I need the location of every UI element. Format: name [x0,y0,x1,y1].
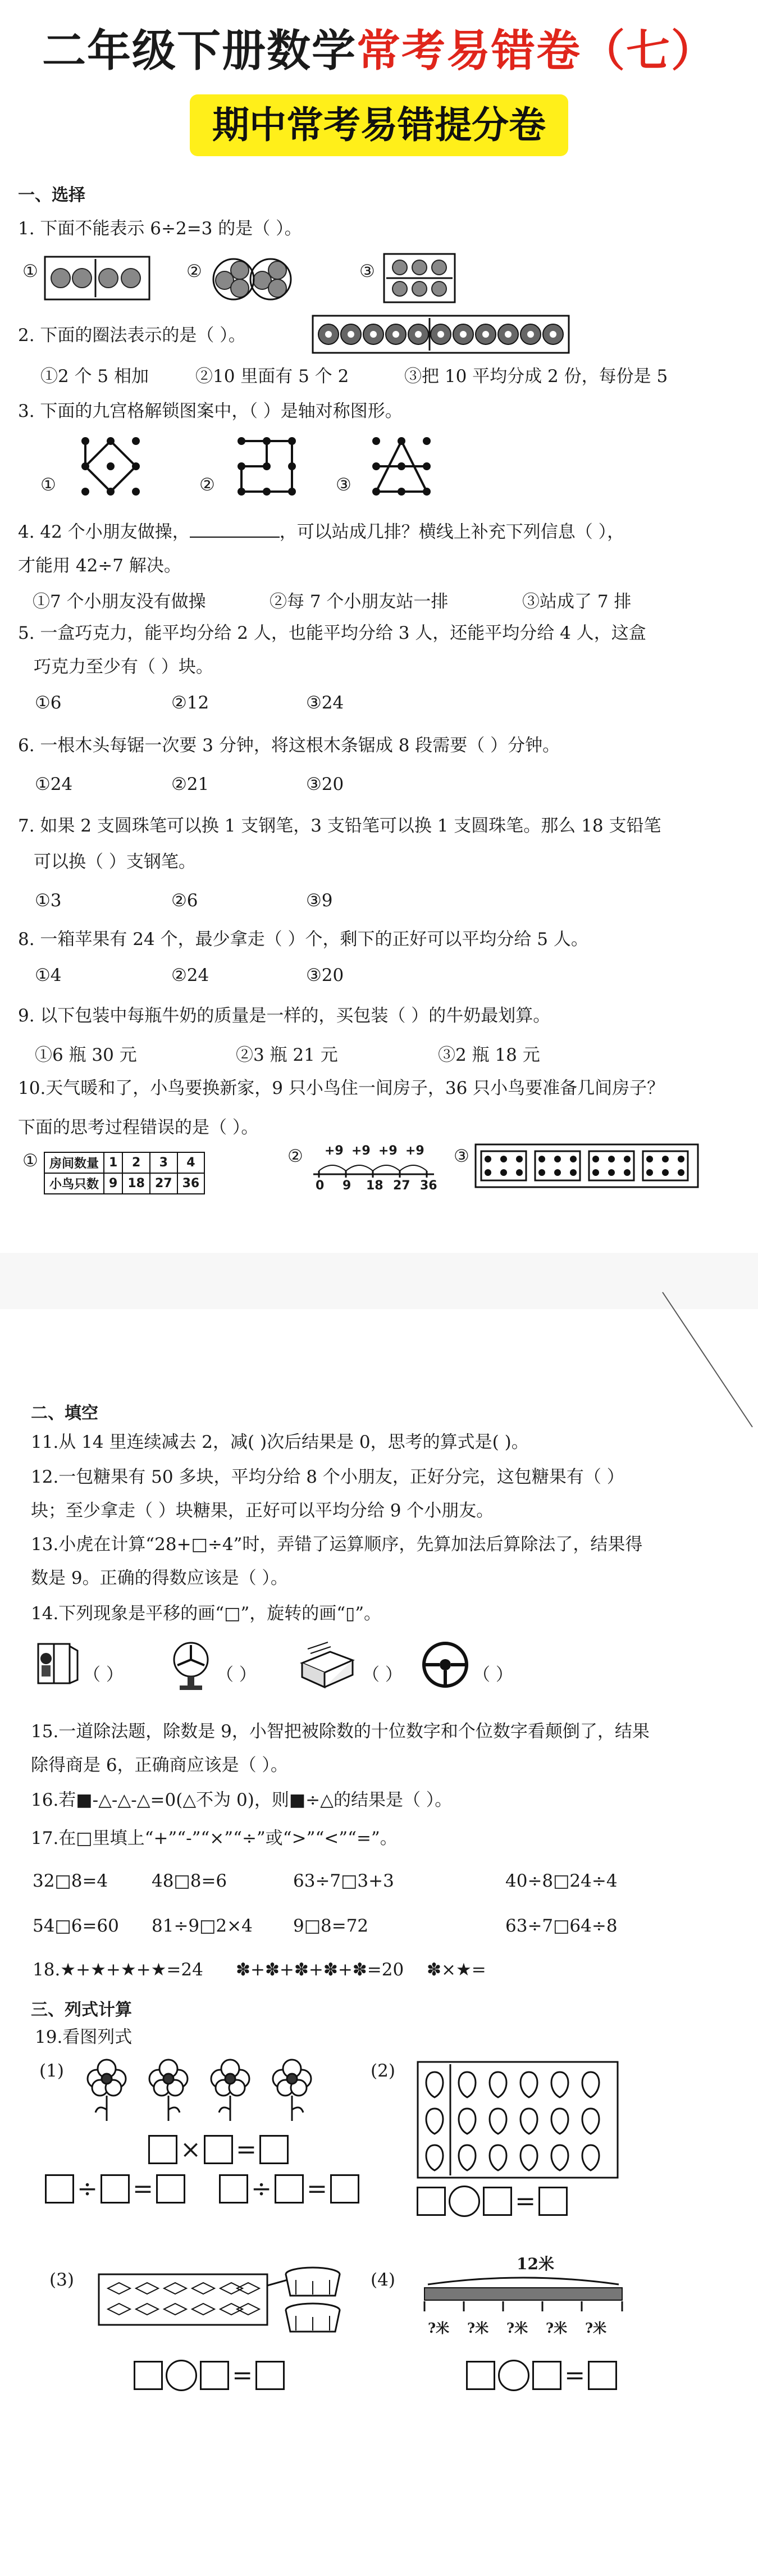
q14-text: 14.下列现象是平移的画“□”，旋转的画“▯”。 [31,1603,382,1624]
answer-box[interactable] [156,2174,185,2204]
ruler-part: ?米 [546,2320,568,2336]
q8-opt3: ③20 [306,965,344,985]
page-title [0,16,758,79]
q9-opt2: ②3 瓶 21 元 [236,1045,338,1065]
q6-opt2: ②21 [171,774,209,794]
operator-circle[interactable] [166,2360,197,2391]
ruler-part: ?米 [585,2320,607,2336]
q5-opt1: ①6 [35,693,62,713]
answer-box[interactable] [219,2174,248,2204]
table-cell: 房间数量 [44,1152,104,1173]
q1-opt2-figure [209,256,293,301]
q4-text-part3: 才能用 42÷7 解决。 [18,556,181,576]
q1-text: 1. 下面不能表示 6÷2=3 的是（ ）。 [18,219,302,239]
q6-text: 6. 一根木头每锯一次要 3 分钟，将这根木条锯成 8 段需要（ ）分钟。 [18,735,560,756]
q9-opt1: ①6 瓶 30 元 [35,1045,137,1065]
q7-opt3: ③9 [306,891,333,911]
q2-opt1: ①2 个 5 相加 [40,366,149,387]
answer-box[interactable] [255,2361,285,2390]
q17-item[interactable]: 54□6=60 [33,1916,119,1936]
q14-answer-1[interactable]: （ ） [83,1665,124,1685]
answer-box[interactable] [275,2174,304,2204]
ruler-part: ?米 [506,2320,528,2336]
q10-text2: 下面的思考过程错误的是（ ）。 [18,1117,259,1138]
table-cell: 18 [122,1173,150,1194]
answer-box[interactable] [101,2174,130,2204]
q10-opt3-label: ③ [454,1146,469,1166]
q7-text2: 可以换（ ）支钢笔。 [34,852,196,872]
q4-opt3: ③站成了 7 排 [522,592,632,612]
q2-opt2: ②10 里面有 5 个 2 [195,366,349,387]
q4-text-part1: 4. 42 个小朋友做操， [18,522,190,542]
operator-circle[interactable] [498,2360,529,2391]
op-eq: = [515,2187,536,2216]
q13-text-a: 13.小虎在计算“28+□÷4”时，弄错了运算顺序，先算加法后算除法了，结果得 [31,1534,643,1555]
op-eq: = [307,2174,328,2204]
answer-box[interactable] [466,2361,495,2390]
answer-box[interactable] [538,2187,568,2216]
part-1-label: (1) [39,2061,64,2081]
table-cell: 9 [104,1173,122,1194]
q14-answer-3[interactable]: （ ） [362,1665,403,1685]
op-div: ÷ [251,2174,272,2204]
q6-opt1: ①24 [35,774,73,794]
window-picture [35,1641,80,1691]
subtitle-banner: 期中常考易错提分卷 [190,94,568,156]
q1-opt1-label: ① [22,261,38,281]
q2-opt3: ③把 10 平均分成 2 份，每份是 5 [404,366,668,387]
line-label: 36 [420,1179,437,1193]
q8-opt1: ①4 [35,965,62,985]
answer-box[interactable] [483,2187,512,2216]
ruler-part: ?米 [467,2320,489,2336]
q5-text: 5. 一盒巧克力，能平均分给 2 人，也能平均分给 3 人，还能平均分给 4 人，这盒 [18,623,646,643]
op-div: ÷ [77,2174,98,2204]
op-eq: = [232,2361,253,2390]
q18-snowflakes: ✽+✽+✽+✽+✽=20 [236,1960,404,1980]
q3-opt2-label: ② [199,475,215,495]
part-1-equation-c [219,2174,359,2204]
line-label: 9 [343,1179,351,1193]
fish-basket-picture [97,2263,344,2342]
answer-box[interactable] [417,2187,446,2216]
table-cell: 36 [177,1173,205,1194]
q1-opt3-figure [383,253,456,303]
steering-wheel-picture [420,1639,471,1690]
q17-item[interactable]: 63÷7□3+3 [293,1871,394,1891]
q4-text [18,520,624,544]
q5-opt3: ③24 [306,693,344,713]
q7-opt1: ①3 [35,891,62,911]
answer-box[interactable] [148,2135,177,2164]
strawberries-picture [417,2061,619,2179]
line-label: 27 [393,1179,410,1193]
q11-text: 11.从 14 里连续减去 2，减( )次后结果是 0，思考的算式是( )。 [31,1432,529,1452]
q10-opt2-label: ② [287,1146,303,1166]
flowers-picture [84,2056,343,2124]
table-cell: 27 [150,1173,177,1194]
q15-text-a: 15.一道除法题，除数是 9，小智把被除数的十位数字和个位数字看颠倒了，结果 [31,1721,650,1742]
q17-item[interactable]: 9□8=72 [293,1916,369,1936]
q9-opt3: ③2 瓶 18 元 [438,1045,540,1065]
part-4-equation [466,2360,617,2391]
part-2-label: (2) [371,2061,395,2081]
q4-blank-line [190,520,280,538]
arc-label: +9 [351,1144,371,1158]
q17-item[interactable]: 32□8=4 [33,1871,108,1891]
q17-item[interactable]: 81÷9□2×4 [152,1916,253,1936]
arc-label: +9 [325,1144,344,1158]
q3-text: 3. 下面的九宫格解锁图案中，（ ）是轴对称图形。 [18,401,403,421]
q10-opt3-figure [474,1143,699,1188]
answer-box[interactable] [204,2135,233,2164]
answer-box[interactable] [330,2174,359,2204]
part-2-equation [417,2186,568,2217]
q18-product: ✽×★= [427,1960,486,1980]
q17-item[interactable]: 48□8=6 [152,1871,227,1891]
q3-opt3-figure [365,433,438,500]
table-cell: 4 [177,1152,205,1173]
scan-edge-mark [663,1287,758,1433]
arc-label: +9 [405,1144,424,1158]
q3-opt1-figure [74,433,147,500]
part-1-equation-b [45,2174,185,2204]
answer-box[interactable] [259,2135,289,2164]
q3-opt3-label: ③ [336,475,351,495]
q13-text-b: 数是 9。正确的得数应该是（ ）。 [31,1568,288,1588]
line-label: 18 [366,1179,383,1193]
answer-box[interactable] [532,2361,561,2390]
part-3-label: (3) [49,2270,74,2290]
q16-text: 16.若■-△-△-△=0(△不为 0)，则■÷△的结果是（ ）。 [31,1790,453,1810]
ruler-part: ?米 [428,2320,450,2336]
q15-text-b: 除得商是 6，正确商应该是（ ）。 [31,1755,288,1775]
q4-text-part2: ，可以站成几排？横线上补充下列信息（ ）， [279,522,625,542]
q1-opt2-label: ② [186,261,202,281]
q12-text-a: 12.一包糖果有 50 多块，平均分给 8 个小朋友，正好分完，这包糖果有（ ） [31,1467,624,1487]
arc-label: +9 [378,1144,398,1158]
answer-box[interactable] [200,2361,229,2390]
operator-circle[interactable] [449,2186,480,2217]
q14-answer-2[interactable]: （ ） [216,1665,257,1685]
op-eq: = [564,2361,586,2390]
q2-figure [312,315,570,354]
table-cell: 3 [150,1152,177,1173]
q10-text: 10.天气暖和了，小鸟要换新家，9 只小鸟住一间房子，36 只小鸟要准备几间房子？ [18,1078,665,1098]
q7-text: 7. 如果 2 支圆珠笔可以换 1 支钢笔，3 支铅笔可以换 1 支圆珠笔。那么 18 支铅笔 [18,816,661,836]
q10-table-row-birds [44,1173,204,1194]
table-cell: 小鸟只数 [44,1173,104,1194]
page-gap [0,1253,758,1309]
fan-picture [168,1639,213,1693]
q7-opt2: ②6 [171,891,198,911]
q1-opt3-label: ③ [359,261,375,281]
drawer-picture [296,1638,358,1691]
q19-text: 19.看图列式 [35,2027,133,2047]
q18-stars: 18.★+★+★+★=24 [33,1960,203,1980]
q3-opt1-label: ① [40,475,56,495]
ruler-total-label: 12米 [517,2255,554,2273]
answer-box[interactable] [45,2174,74,2204]
q4-opt2: ②每 7 个小朋友站一排 [270,592,449,612]
q10-table-row-rooms [44,1152,204,1173]
section-heading-calc: 三、列式计算 [31,2000,132,2020]
answer-box[interactable] [588,2361,617,2390]
op-times: × [180,2135,201,2164]
q1-opt1-figure [44,256,150,301]
q8-text: 8. 一箱苹果有 24 个，最少拿走（ ）个，剩下的正好可以平均分给 5 人。 [18,929,588,949]
section-heading-choice: 一、选择 [18,185,85,205]
part-1-equation-a [148,2135,289,2164]
q17-item[interactable]: 63÷7□64÷8 [505,1916,618,1936]
q6-opt3: ③20 [306,774,344,794]
table-cell: 2 [122,1152,150,1173]
q2-text: 2. 下面的圈法表示的是（ ）。 [18,325,246,346]
part-4-label: (4) [371,2270,395,2290]
q8-opt2-middle: ②24 [171,965,209,985]
op-eq: = [236,2135,257,2164]
title-red: 常考易错卷（七） [357,26,716,76]
q10-opt1-label: ① [22,1151,38,1171]
q5-opt2: ②12 [171,693,209,713]
q10-opt1-table [44,1152,205,1194]
line-label: 0 [316,1179,325,1193]
q9-text: 9. 以下包装中每瓶牛奶的质量是一样的，买包装（ ）的牛奶最划算。 [18,1006,551,1026]
op-eq: = [133,2174,154,2204]
q17-item[interactable]: 40÷8□24÷4 [505,1871,618,1891]
q3-opt2-figure [230,433,303,500]
q17-text: 17.在□里填上“+”“-”“×”“÷”或“>”“<”“=”。 [31,1828,398,1848]
q5-text2: 巧克力至少有（ ）块。 [34,657,213,677]
q4-opt1: ①7 个小朋友没有做操 [33,592,206,612]
title-black: 二年级下册数学 [42,26,357,76]
answer-box[interactable] [134,2361,163,2390]
section-heading-fill: 二、填空 [31,1403,98,1423]
part-3-equation [134,2360,285,2391]
q12-text-b: 块；至少拿走（ ）块糖果，正好可以平均分给 9 个小朋友。 [31,1501,494,1521]
table-cell: 1 [104,1152,122,1173]
q14-answer-4[interactable]: （ ） [473,1665,513,1685]
